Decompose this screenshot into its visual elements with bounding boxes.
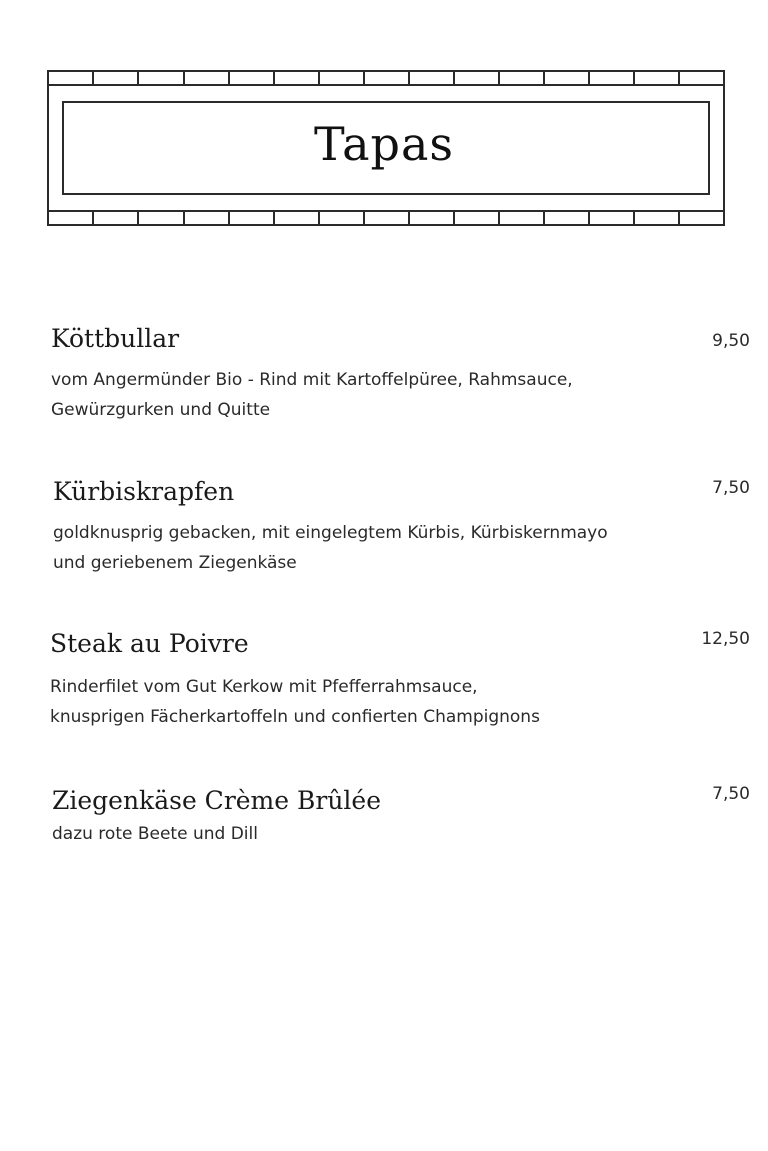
menu-item-description-line: Rinderfilet vom Gut Kerkow mit Pfefferrahmsauce, — [50, 677, 478, 697]
menu-item-description-line: goldknusprig gebacken, mit eingelegtem Kürbis, Kürbiskernmayo — [53, 523, 608, 543]
menu-item-description — [51, 365, 701, 425]
menu-item-name: Köttbullar — [51, 324, 180, 353]
menu-item-price: 7,50 — [712, 784, 750, 804]
menu-item-price: 9,50 — [712, 331, 750, 351]
menu-item-description-line: dazu rote Beete und Dill — [52, 824, 258, 844]
menu-item-description — [52, 819, 702, 849]
menu-item-description — [53, 518, 703, 578]
menu-item-description — [50, 672, 700, 732]
menu-item-name: Kürbiskrapfen — [53, 477, 235, 506]
menu-item-description-line: knusprigen Fächerkartoffeln und confierten Champignons — [50, 707, 540, 727]
menu-item-price: 12,50 — [701, 629, 750, 649]
menu-item-name: Ziegenkäse Crème Brûlée — [52, 786, 382, 815]
menu-item-name: Steak au Poivre — [50, 629, 249, 658]
menu-item-description-line: vom Angermünder Bio - Rind mit Kartoffelpüree, Rahmsauce, — [51, 370, 573, 390]
menu-item-price: 7,50 — [712, 478, 750, 498]
page-title: Tapas — [313, 117, 454, 171]
menu-item-description-line: und geriebenem Ziegenkäse — [53, 553, 297, 573]
menu-item-description-line: Gewürzgurken und Quitte — [51, 400, 271, 420]
